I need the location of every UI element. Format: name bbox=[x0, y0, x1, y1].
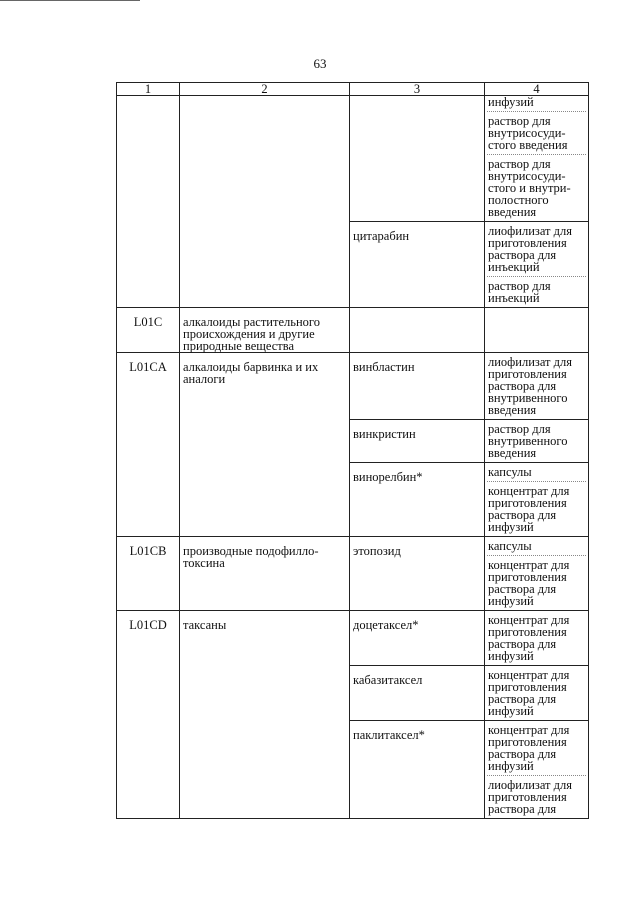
drug-name-cell: винбластин bbox=[350, 353, 485, 420]
dosage-form: лиофилизат для приготовления раствора для инъекций bbox=[487, 222, 586, 277]
dosage-forms-cell bbox=[485, 222, 589, 308]
dosage-form: концентрат для приготовления раствора для инфузий bbox=[488, 484, 570, 534]
atc-code-cell: L01CA bbox=[117, 353, 180, 537]
dosage-forms-cell bbox=[485, 308, 589, 353]
group-name-cell: таксаны bbox=[180, 611, 350, 819]
code-cell bbox=[117, 96, 180, 308]
dosage-form: раствор для внутривенного введения bbox=[488, 422, 568, 460]
drug-name-cell: паклитаксел* bbox=[350, 721, 485, 819]
drug-name-cell: винкристин bbox=[350, 420, 485, 463]
dosage-form: концентрат для приготовления раствора для инфузий bbox=[488, 613, 570, 663]
table-row bbox=[117, 96, 589, 222]
group-name-cell: алкалоиды растительного происхождения и другие природные вещества bbox=[180, 308, 350, 353]
header-col-3: 3 bbox=[350, 83, 485, 96]
atc-code-cell: L01CD bbox=[117, 611, 180, 819]
drug-name-cell: винорелбин* bbox=[350, 463, 485, 537]
table-row bbox=[117, 353, 589, 420]
atc-code-cell: L01C bbox=[117, 308, 180, 353]
dosage-form: лиофилизат для приготовления раствора для bbox=[488, 778, 572, 816]
drug-name-cell: цитарабин bbox=[350, 222, 485, 308]
page-number: 63 bbox=[313, 56, 327, 71]
group-name-cell bbox=[180, 96, 350, 308]
dosage-form: раствор для инъекций bbox=[488, 279, 551, 305]
table-row bbox=[117, 308, 589, 353]
dosage-form: концентрат для приготовления раствора для инфузий bbox=[488, 668, 570, 718]
dosage-form: концентрат для приготовления раствора для инфузий bbox=[488, 558, 570, 608]
drug-name-cell: этопозид bbox=[350, 537, 485, 611]
dosage-form: капсулы bbox=[487, 463, 586, 482]
scan-corner-mark bbox=[0, 0, 140, 7]
header-row bbox=[117, 83, 589, 96]
dosage-forms-cell bbox=[485, 537, 589, 611]
dosage-form: инфузий bbox=[487, 96, 586, 112]
dosage-forms-cell bbox=[485, 666, 589, 721]
dosage-form: капсулы bbox=[487, 537, 586, 556]
header-col-4: 4 bbox=[485, 83, 589, 96]
dosage-forms-cell bbox=[485, 353, 589, 420]
table-row bbox=[117, 611, 589, 666]
dosage-form: концентрат для приготовления раствора для инфузий bbox=[487, 721, 586, 776]
dosage-form: раствор для внутрисосуди-стого введения bbox=[487, 112, 586, 155]
dosage-forms-cell bbox=[485, 463, 589, 537]
drug-name-cell: доцетаксел* bbox=[350, 611, 485, 666]
dosage-forms-cell bbox=[485, 420, 589, 463]
atc-code-cell: L01CB bbox=[117, 537, 180, 611]
group-name-cell: производные подофилло-токсина bbox=[180, 537, 350, 611]
table-body bbox=[117, 96, 589, 819]
dosage-form: лиофилизат для приготовления раствора для внутривенного введения bbox=[488, 355, 572, 417]
dosage-forms-cell bbox=[485, 611, 589, 666]
table-row bbox=[117, 537, 589, 611]
drug-name-cell: кабазитаксел bbox=[350, 666, 485, 721]
drug-name-cell bbox=[350, 96, 485, 222]
dosage-forms-cell bbox=[485, 96, 589, 222]
header-col-2: 2 bbox=[180, 83, 350, 96]
header-col-1: 1 bbox=[117, 83, 180, 96]
drug-table bbox=[116, 82, 589, 819]
dosage-form: раствор для внутрисосуди-стого и внутри-полостного введения bbox=[488, 157, 571, 219]
dosage-forms-cell bbox=[485, 721, 589, 819]
group-name-cell: алкалоиды барвинка и их аналоги bbox=[180, 353, 350, 537]
drug-name-cell bbox=[350, 308, 485, 353]
